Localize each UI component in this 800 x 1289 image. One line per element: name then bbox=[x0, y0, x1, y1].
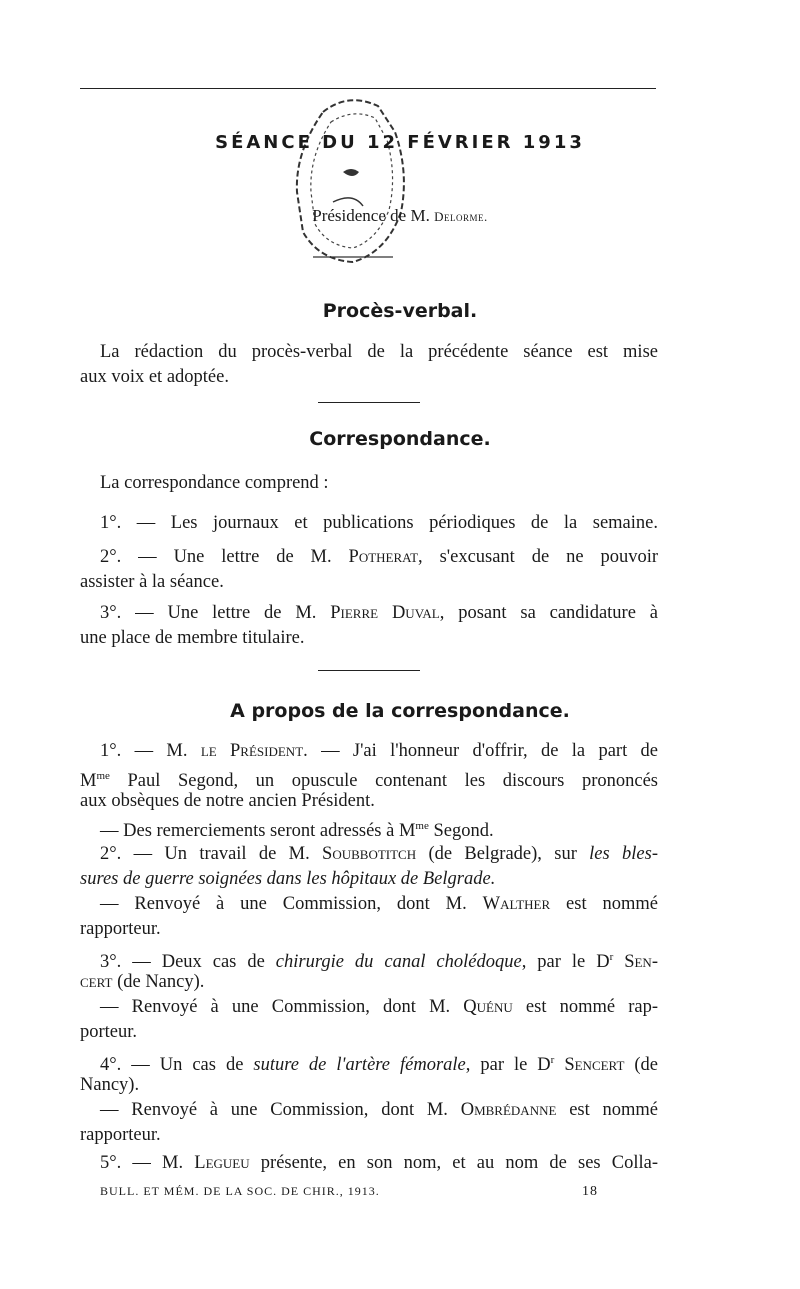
a-propos-2-line-3: — Renvoyé à une Commission, dont M. Walther est nommé bbox=[100, 894, 658, 914]
name-pierre-duval: Pierre Duval bbox=[330, 603, 440, 623]
correspondance-item-1: 1°. — Les journaux et publications périodiques de la semaine. bbox=[100, 513, 658, 533]
correspondance-item-3-cont: une place de membre titulaire. bbox=[80, 628, 305, 648]
presidency-line bbox=[0, 206, 800, 226]
heading-correspondance: Correspondance. bbox=[309, 428, 491, 450]
a-propos-4-line-3: — Renvoyé à une Commission, dont M. Ombrédanne est nommé bbox=[100, 1100, 659, 1120]
a-propos-5-line-1: 5°. — M. Legueu présente, en son nom, et au nom de ses Colla- bbox=[100, 1153, 658, 1173]
proces-verbal-line-2: aux voix et adoptée. bbox=[80, 367, 229, 387]
a-propos-3-line-1: 3°. — Deux cas de chirurgie du canal cholédoque, par le $D^r$ Sen- bbox=[100, 951, 658, 973]
library-stamp-icon bbox=[283, 92, 413, 270]
proces-verbal-line-1: La rédaction du procès-verbal de la précédente séance est mise bbox=[100, 342, 658, 362]
name-potherat: Potherat bbox=[348, 547, 419, 567]
a-propos-3-line-3: — Renvoyé à une Commission, dont M. Quénu est nommé rap- bbox=[100, 997, 659, 1017]
heading-proces-verbal: Procès-verbal. bbox=[322, 300, 478, 322]
a-propos-1-line-1: 1°. — M. le Président. — J'ai l'honneur d'offrir, de la part de bbox=[100, 741, 658, 761]
a-propos-1-line-4: — Des remerciements seront adressés à $M^{me}$ Segond. bbox=[100, 820, 494, 842]
a-propos-3-line-2: cert (de Nancy). bbox=[80, 972, 205, 992]
a-propos-2-line-4: rapporteur. bbox=[80, 919, 161, 939]
a-propos-3-line-4: porteur. bbox=[80, 1022, 138, 1042]
a-propos-2-line-1: 2°. — Un travail de M. Soubbotitch (de Belgrade), sur les bles- bbox=[100, 844, 658, 864]
correspondance-intro: La correspondance comprend : bbox=[100, 473, 329, 493]
header-rule bbox=[80, 88, 656, 89]
correspondance-item-3: 3°. — Une lettre de M. Pierre Duval, posant sa candidature à bbox=[100, 603, 658, 623]
president-name: Delorme. bbox=[434, 209, 488, 224]
a-propos-2-line-2: sures de guerre soignées dans les hôpitaux de Belgrade. bbox=[80, 869, 496, 889]
a-propos-4-line-1: 4°. — Un cas de suture de l'artère fémorale, par le $D^r$ Sencert (de bbox=[100, 1054, 658, 1076]
section-divider bbox=[318, 402, 420, 403]
page-number: 18 bbox=[582, 1184, 598, 1199]
section-divider bbox=[318, 670, 420, 671]
a-propos-1-line-2: $M^{me}$ Paul Segond, un opuscule contenant les discours prononcés bbox=[80, 770, 658, 792]
correspondance-item-2-cont: assister à la séance. bbox=[80, 572, 224, 592]
a-propos-4-line-2: Nancy). bbox=[80, 1075, 140, 1095]
correspondance-item-2: 2°. — Une lettre de M. Potherat, s'excusant de ne pouvoir bbox=[100, 547, 658, 567]
heading-a-propos: A propos de la correspondance. bbox=[230, 700, 570, 722]
presidency-prefix: Présidence de M. bbox=[312, 206, 435, 225]
footer-source: BULL. ET MÉM. DE LA SOC. DE CHIR., 1913. bbox=[100, 1184, 380, 1198]
a-propos-4-line-4: rapporteur. bbox=[80, 1125, 161, 1145]
a-propos-1-line-3: aux obsèques de notre ancien Président. bbox=[80, 791, 375, 811]
session-title: SÉANCE DU 12 FÉVRIER 1913 bbox=[215, 132, 585, 153]
page-footer bbox=[100, 1184, 660, 1199]
